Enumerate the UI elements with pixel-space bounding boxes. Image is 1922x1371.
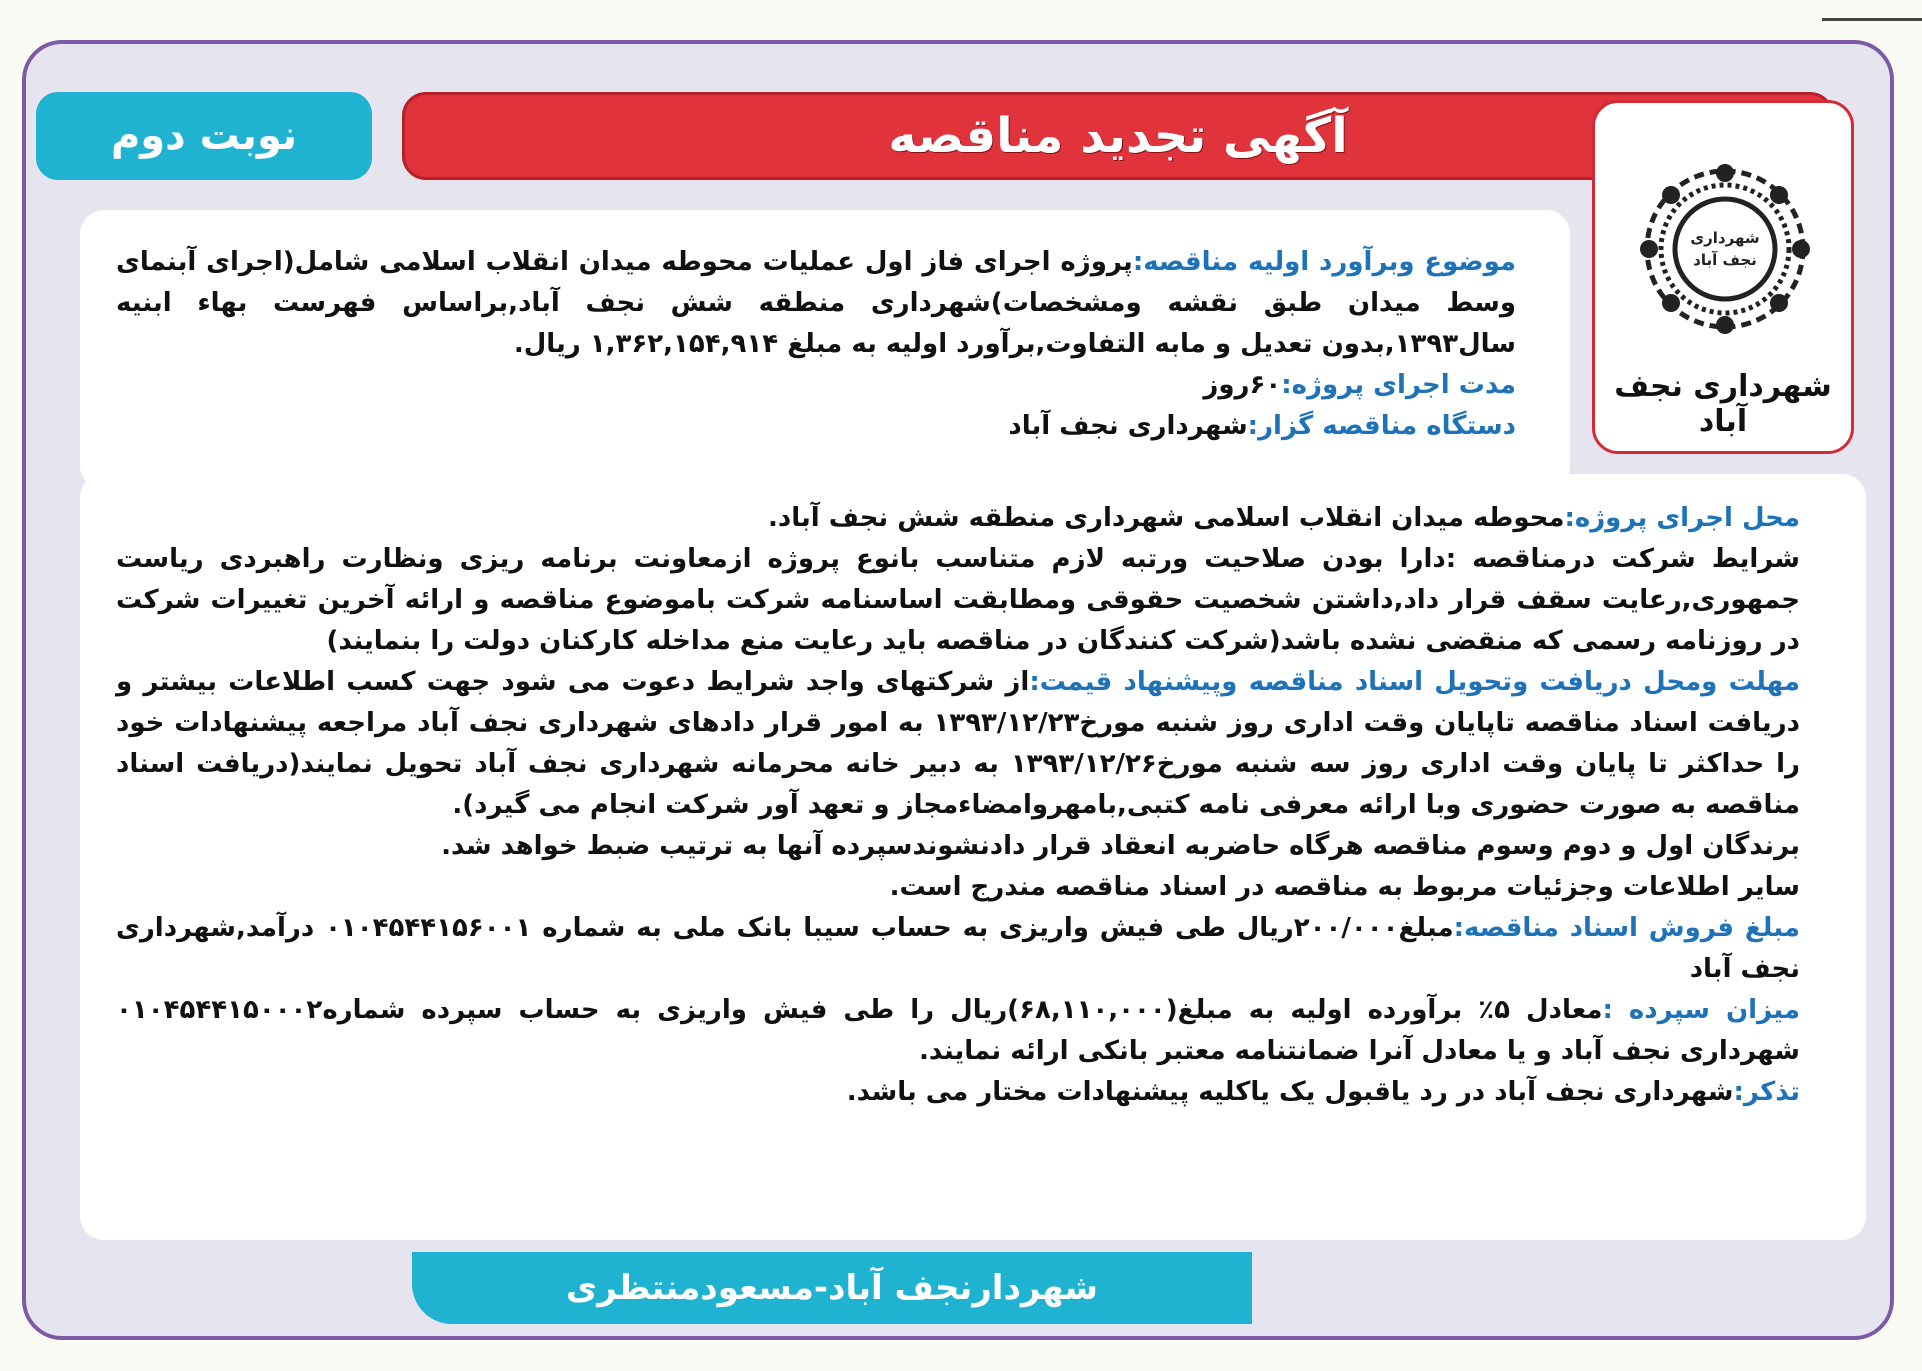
- ad-title: آگهی تجدید مناقصه: [888, 108, 1348, 164]
- svg-text:نجف آباد: نجف آباد: [1693, 251, 1757, 269]
- logo-caption: شهرداری نجف آباد: [1614, 369, 1832, 439]
- conditions-paragraph: شرایط شرکت درمناقصه :دارا بودن صلاحیت ورتبه لازم متناسب بانوع پروژه ازمعاونت برنامه ریزی ونظارت راهبردی ریاست جمهوری,رعایت سقف قرار داد,داشتن شخصیت حقوقی ومطابقت اساسنامه شرکت باموضوع مناقصه و ارائه آخرین تغییرات شرکت در روزنامه رسمی که منقضی نشده باشد(شرکت کنندگان در مناقصه باید رعایت منع مداخله کارکنان دولت را بنمایند): [116, 544, 1800, 656]
- top-rule: [1822, 0, 1922, 21]
- municipality-emblem-icon: [1639, 163, 1811, 335]
- deadline-text: از شرکتهای واجد شرایط دعوت می شود جهت کسب اطلاعات بیشتر و دریافت اسناد مناقصه تاپایان وقت اداری روز شنبه مورخ۱۳۹۳/۱۲/۲۳ به امور قرار دادهای شهرداری نجف آباد مراجعه پیشنهادات خود را حداکثر تا پایان وقت اداری روز سه شنبه مورخ۱۳۹۳/۱۲/۲۶ به دبیر خانه محرمانه شهرداری نجف آباد تحویل نمایند(دریافت اسناد مناقصه به صورت حضوری وبا ارائه معرفی نامه کتبی,بامهروامضاءمجاز و تعهد آور شرکت انجام می گیرد).: [116, 667, 1800, 820]
- subject-text: پروژه اجرای فاز اول عملیات محوطه میدان انقلاب اسلامی شامل(اجرای آبنمای وسط میدان طبق نقشه ومشخصات)شهرداری منطقه شش نجف آباد,براساس فهرست بهاء ابنیه سال۱۳۹۳,بدون تعدیل و مابه التفاوت,برآورد اولیه به مبلغ ۱,۳۶۲,۱۵۴,۹۱۴ ریال.: [116, 247, 1516, 359]
- mayor-signature: شهردارنجف آباد-مسعودمنتظری: [566, 1268, 1098, 1308]
- svg-text:شهرداری: شهرداری: [1690, 229, 1760, 247]
- organizer-text: شهرداری نجف آباد: [1008, 411, 1248, 441]
- deposit-text: معادل ۵٪ برآورده اولیه به مبلغ(۶۸,۱۱۰,۰۰۰)ریال را طی فیش واریزی به حساب سپرده شماره۰۱۰۴۵۴۴۱۵۰۰۰۲ شهرداری نجف آباد و یا معادل آنرا ضمانتنامه معتبر بانکی ارائه نمایند.: [116, 995, 1800, 1066]
- docs-price-paragraph: [116, 908, 1800, 990]
- location-paragraph: [116, 498, 1800, 539]
- deadline-label: مهلت ومحل دریافت وتحویل اسناد مناقصه وپیشنهاد قیمت:: [1029, 667, 1801, 697]
- deadline-paragraph: [116, 662, 1800, 826]
- note-text: شهرداری نجف آباد در رد یاقبول یک یاکلیه پیشنهادات مختار می باشد.: [846, 1077, 1734, 1107]
- ad-body-main: [116, 498, 1800, 1113]
- logo-box: [1592, 100, 1854, 454]
- duration-paragraph: [116, 365, 1516, 406]
- docs-price-text: مبلغ۲۰۰/۰۰۰ریال طی فیش واریزی به حساب سیبا بانک ملی به شماره ۰۱۰۴۵۴۴۱۵۶۰۰۱ درآمد,شهرداری نجف آباد: [116, 913, 1800, 984]
- organizer-label: دستگاه مناقصه گزار:: [1247, 411, 1516, 441]
- note-label: تذکر:: [1733, 1077, 1800, 1107]
- ad-body-top: [116, 242, 1516, 447]
- duration-label: مدت اجرای پروژه:: [1281, 370, 1516, 400]
- other-info-paragraph: سایر اطلاعات وجزئیات مربوط به مناقصه در اسناد مناقصه مندرج است.: [889, 872, 1800, 902]
- docs-price-label: مبلغ فروش اسناد مناقصه:: [1453, 913, 1800, 943]
- deposit-label: میزان سپرده :: [1602, 995, 1800, 1025]
- footer-signature-bar: [412, 1252, 1252, 1324]
- deposit-paragraph: [116, 990, 1800, 1072]
- location-label: محل اجرای پروژه:: [1564, 503, 1800, 533]
- duration-text: ۶۰روز: [1203, 370, 1282, 400]
- location-text: محوطه میدان انقلاب اسلامی شهرداری منطقه شش نجف آباد.: [768, 503, 1565, 533]
- round-badge: [36, 92, 372, 180]
- round-label: نوبت دوم: [110, 113, 298, 159]
- organizer-paragraph: [116, 406, 1516, 447]
- winners-paragraph: برندگان اول و دوم وسوم مناقصه هرگاه حاضربه انعقاد قرار دادنشوندسپرده آنها به ترتیب ضبط خواهد شد.: [441, 831, 1800, 861]
- note-paragraph: [116, 1072, 1800, 1113]
- subject-paragraph: [116, 242, 1516, 365]
- subject-label: موضوع وبرآورد اولیه مناقصه:: [1132, 247, 1516, 277]
